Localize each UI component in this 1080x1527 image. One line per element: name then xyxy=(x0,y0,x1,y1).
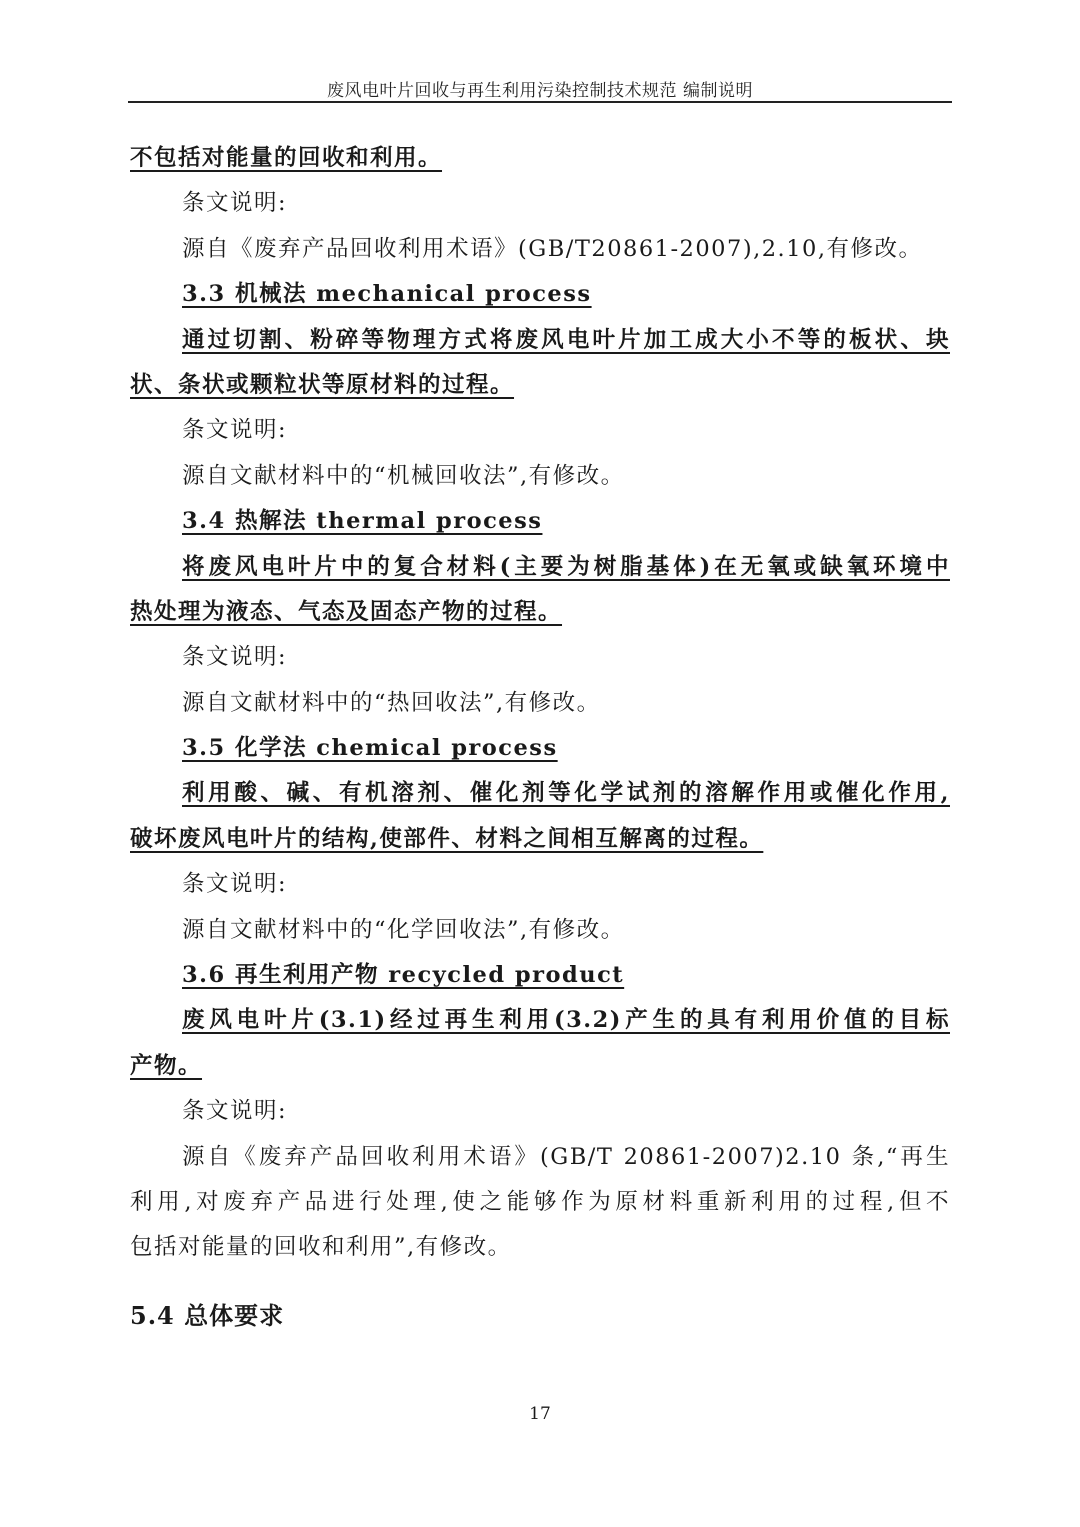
definition-line: 热处理为液态、气态及固态产物的过程。 xyxy=(130,598,563,625)
note-text: 利用,对废弃产品进行处理,使之能够作为原材料重新利用的过程,但不 xyxy=(130,1188,950,1215)
definition-line: 废风电叶片(3.1)经过再生利用(3.2)产生的具有利用价值的目标 xyxy=(182,1007,950,1034)
definition-line: 状、条状或颗粒状等原材料的过程。 xyxy=(130,371,515,398)
term-heading-3-4: 3.4 热解法 thermal process xyxy=(182,508,543,535)
page-number: 17 xyxy=(529,1404,551,1424)
term-heading-3-5: 3.5 化学法 chemical process xyxy=(182,735,558,762)
note-label: 条文说明: xyxy=(182,190,288,217)
definition-line: 利用酸、碱、有机溶剂、催化剂等化学试剂的溶解作用或催化作用, xyxy=(182,780,950,807)
section-heading: 5.4 总体要求 xyxy=(130,1300,285,1330)
note-text: 源自文献材料中的“热回收法”,有修改。 xyxy=(182,689,601,716)
note-label: 条文说明: xyxy=(182,417,288,444)
page-body xyxy=(130,136,950,1338)
definition-line: 破坏废风电叶片的结构,使部件、材料之间相互解离的过程。 xyxy=(130,825,764,852)
note-text: 源自《废弃产品回收利用术语》(GB/T 20861-2007)2.10 条,“再生 xyxy=(182,1143,950,1170)
note-text: 包括对能量的回收和利用”,有修改。 xyxy=(130,1234,512,1261)
definition-continuation: 不包括对能量的回收和利用。 xyxy=(130,145,443,171)
note-label: 条文说明: xyxy=(182,1098,288,1125)
term-heading-3-6: 3.6 再生利用产物 recycled product xyxy=(182,962,625,989)
term-heading-3-3: 3.3 机械法 mechanical process xyxy=(182,281,592,308)
note-text: 源自文献材料中的“化学回收法”,有修改。 xyxy=(182,916,625,943)
note-label: 条文说明: xyxy=(182,871,288,898)
note-text: 源自文献材料中的“机械回收法”,有修改。 xyxy=(182,462,625,489)
note-text: 源自《废弃产品回收利用术语》(GB/T20861-2007),2.10,有修改。 xyxy=(182,235,923,262)
running-header: 废风电叶片回收与再生利用污染控制技术规范 编制说明 xyxy=(327,81,753,101)
definition-line: 产物。 xyxy=(130,1052,203,1079)
header-rule xyxy=(128,101,952,103)
definition-line: 将废风电叶片中的复合材料(主要为树脂基体)在无氧或缺氧环境中 xyxy=(182,553,950,580)
definition-line: 通过切割、粉碎等物理方式将废风电叶片加工成大小不等的板状、块 xyxy=(182,326,950,353)
note-label: 条文说明: xyxy=(182,644,288,671)
